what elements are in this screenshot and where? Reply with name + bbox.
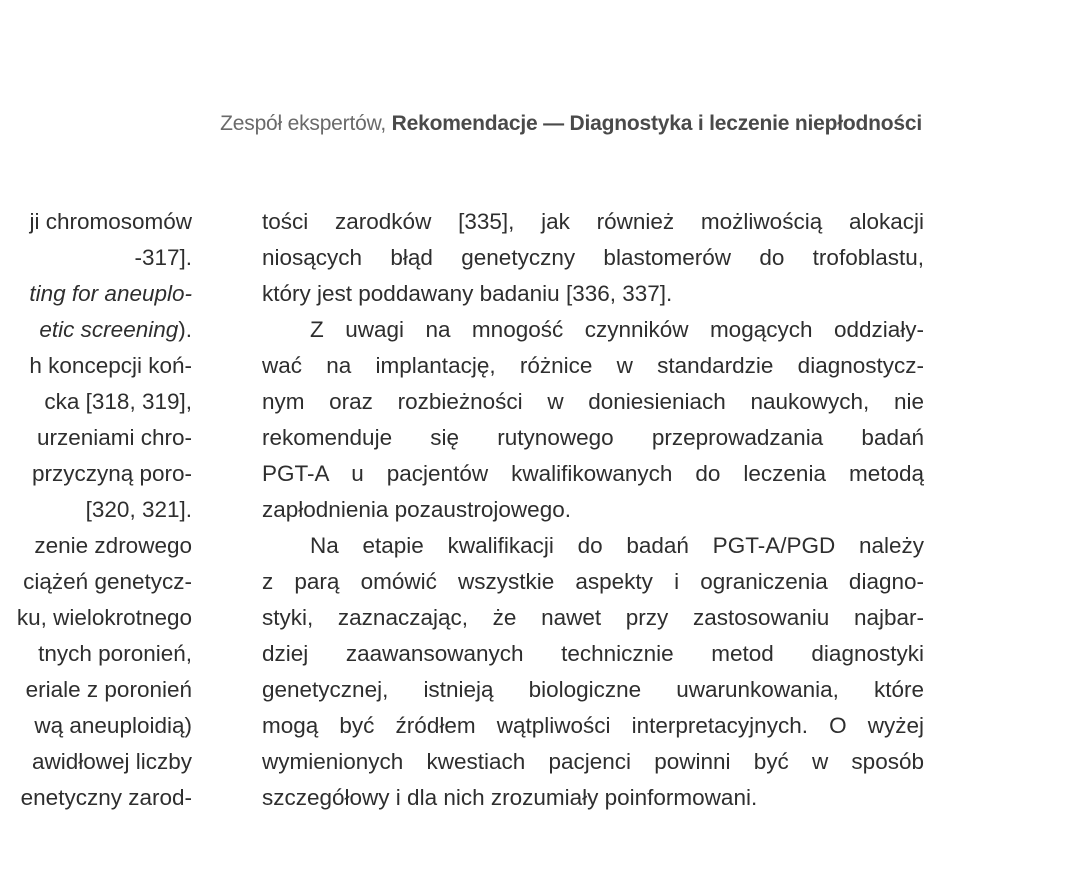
- right-line: mogą być źródłem wątpliwości interpretacyjnych. O wyżej: [262, 713, 924, 738]
- left-line: enetyczny zarod-: [20, 785, 192, 810]
- left-line: eriale z poronień: [25, 677, 192, 702]
- header-authors: Zespół ekspertów,: [220, 112, 392, 135]
- left-column: [0, 204, 192, 816]
- paragraph-start-line: Z uwagi na mnogość czynników mogących oddziały-: [310, 317, 924, 342]
- left-line: h koncepcji koń-: [29, 353, 192, 378]
- right-line: styki, zaznaczając, że nawet przy zastosowaniu najbar-: [262, 605, 924, 630]
- left-line: ting for aneuplo-: [29, 281, 192, 306]
- left-line: cka [318, 319],: [44, 389, 192, 414]
- paragraph-start-line: Na etapie kwalifikacji do badań PGT-A/PGD należy: [310, 533, 924, 558]
- right-line: tości zarodków [335], jak również możliwością alokacji: [262, 209, 924, 234]
- right-line: zapłodnienia pozaustrojowego.: [262, 497, 571, 522]
- left-line: awidłowej liczby: [31, 749, 192, 774]
- left-line: [320, 321].: [85, 497, 192, 522]
- right-line: który jest poddawany badaniu [336, 337].: [262, 281, 673, 306]
- right-line: rekomenduje się rutynowego przeprowadzania badań: [262, 425, 924, 450]
- left-line: ciążeń genetycz-: [23, 569, 192, 594]
- left-line: zenie zdrowego: [34, 533, 192, 558]
- left-line: przyczyną poro-: [31, 461, 192, 486]
- right-line: szczegółowy i dla nich zrozumiały poinformowani.: [262, 785, 758, 810]
- right-line: genetycznej, istnieją biologiczne uwarunkowania, które: [262, 677, 924, 702]
- left-line: -317].: [134, 245, 192, 270]
- header-title: Rekomendacje — Diagnostyka i leczenie niepłodności: [391, 112, 922, 135]
- right-line: dziej zaawansowanych technicznie metod diagnostyki: [262, 641, 924, 666]
- right-line: wać na implantację, różnice w standardzie diagnostycz-: [262, 353, 924, 378]
- left-line: ku, wielokrotnego: [16, 605, 192, 630]
- left-line: tnych poronień,: [38, 641, 192, 666]
- right-column: [262, 204, 924, 816]
- left-line: etic screening).: [39, 317, 192, 342]
- right-line: wymienionych kwestiach pacjenci powinni być w sposób: [262, 749, 924, 774]
- right-line: PGT-A u pacjentów kwalifikowanych do leczenia metodą: [262, 461, 924, 486]
- right-line: niosących błąd genetyczny blastomerów do trofoblastu,: [262, 245, 924, 270]
- right-line: nym oraz rozbieżności w doniesieniach naukowych, nie: [262, 389, 924, 414]
- left-line: wą aneuploidią): [34, 713, 192, 738]
- left-line: urzeniami chro-: [36, 425, 192, 450]
- right-line: z parą omówić wszystkie aspekty i ograniczenia diagno-: [262, 569, 924, 594]
- running-header: [220, 112, 922, 136]
- left-line: ji chromosomów: [29, 209, 192, 234]
